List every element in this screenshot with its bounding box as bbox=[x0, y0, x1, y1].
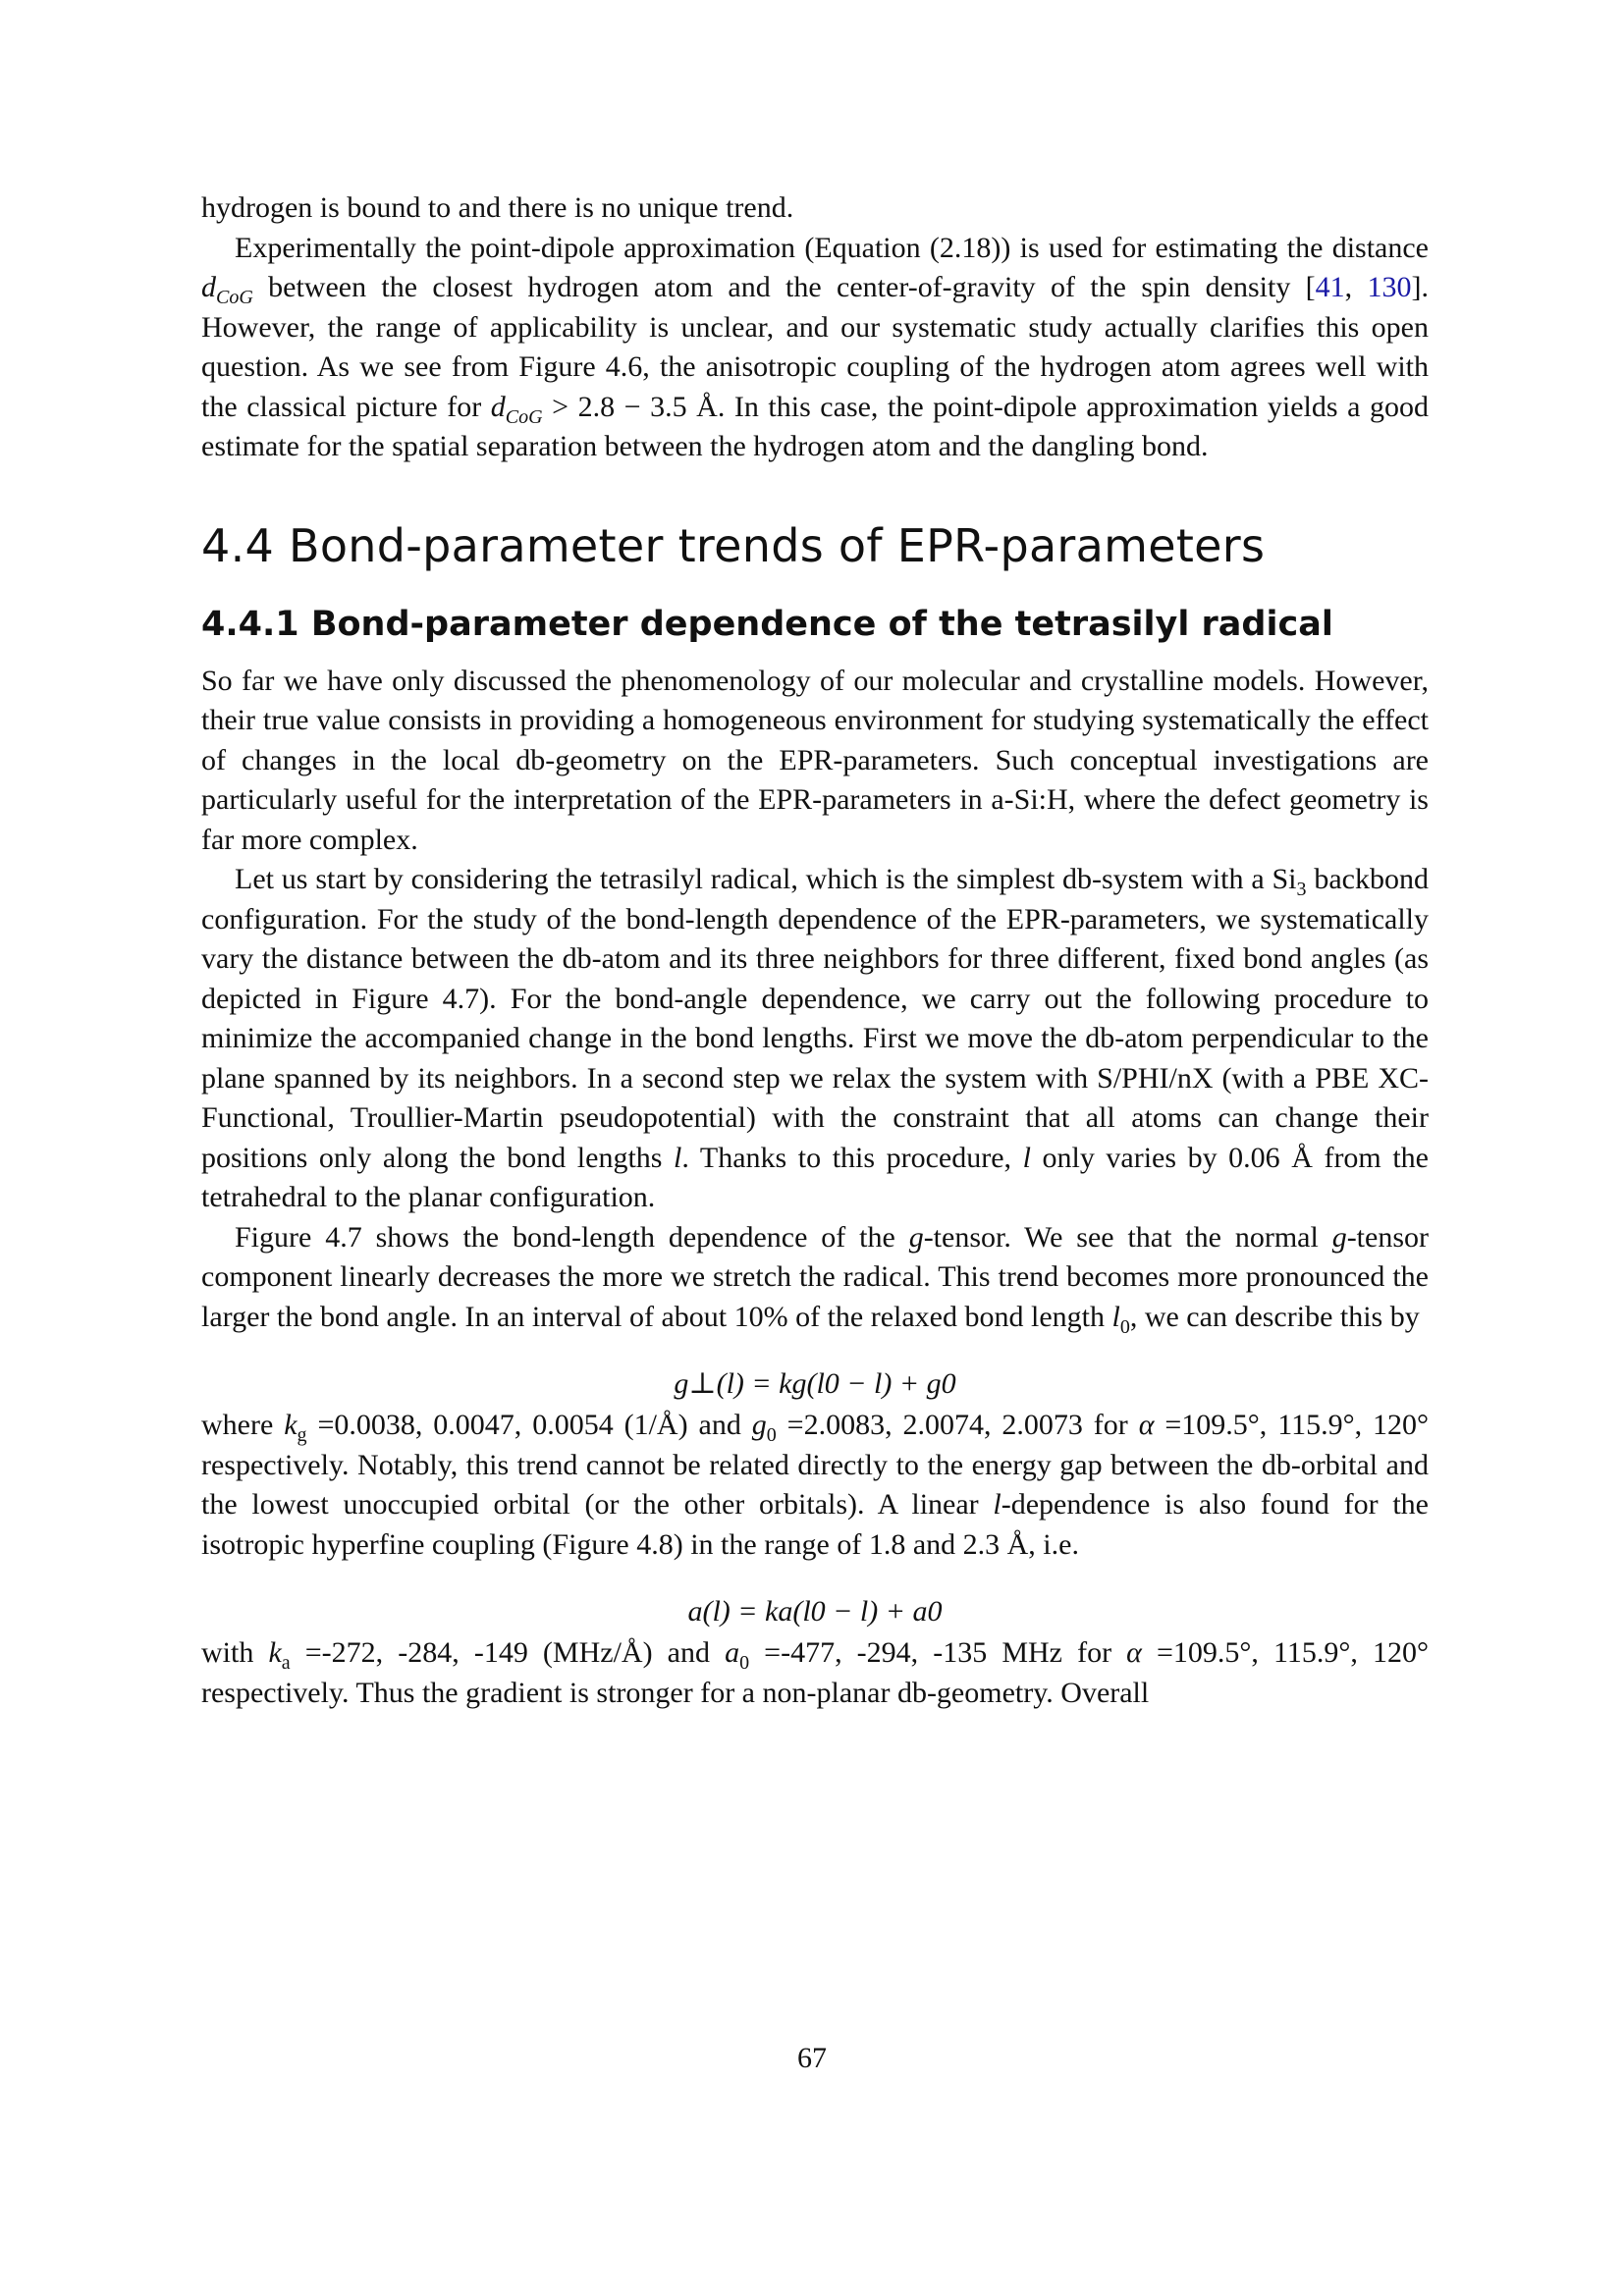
paragraph-g-tensor: Figure 4.7 shows the bond-length dependence of the g-tensor. We see that the normal g-tensor component linearly decreases the more we stretch the radical. This trend becomes more pronounced the larger the bond angle. In an interval of about 10% of the relaxed bond length $l_0$, we can describe this by bbox=[201, 1220, 1429, 1338]
equation-a-of-l: a(l) = ka(l0 − l) + a0 bbox=[687, 1595, 943, 1628]
paragraph-phenomenology: So far we have only discussed the phenomenology of our molecular and crystalline models. However, their true value consists in providing a homogeneous environment for studying systematically the effect of changes in the local db-geometry on the EPR-parameters. Such conceptual investigations are particularly useful for the interpretation of the EPR-parameters in a-Si:H, where the defect geometry is far more complex. bbox=[201, 664, 1429, 856]
equation-g-perp: g⊥(l) = kg(l0 − l) + g0 bbox=[674, 1367, 956, 1400]
paragraph-kg-values: where $k_g =0.0038$, 0.0047, 0.0054 (1/Å) and $g_0 =2.0083$, 2.0074, 2.0073 for α =109.5°, 115.9°, 120° respectively. Notably, this trend cannot be related directly to the energy gap between the db-orbital and the lowest unoccupied orbital (or the other orbitals). A linear l-dependence is also found for the isotropic hyperfine coupling (Figure 4.8) in the range of 1.8 and 2.3 Å, i.e. bbox=[201, 1409, 1429, 1561]
subsection-title: 4.4.1 Bond-parameter dependence of the tetrasilyl radical bbox=[201, 604, 1333, 644]
page-number: 67 bbox=[797, 2042, 827, 2074]
paragraph-point-dipole: Experimentally the point-dipole approximation (Equation (2.18)) is used for estimating the distance $d_{CoG}$ between the closest hydrogen atom and the center-of-gravity of the spin density [41, 130]. However, the range of applicability is unclear, and our systematic study actually clarifies this open question. As we see from Figure 4.6, the anisotropic coupling of the hydrogen atom agrees well with the classical picture for $d_{CoG} > 2.8 - 3.5$ Å. In this case, the point-dipole approximation yields a good estimate for the spatial separation between the hydrogen atom and the dangling bond. bbox=[201, 231, 1430, 462]
paragraph-continuation: hydrogen is bound to and there is no unique trend. bbox=[201, 191, 794, 224]
paragraph-ka-values: with $k_a =-272$, -284, -149 (MHz/Å) and $a_0 =-477$, -294, -135 MHz for α =109.5°, 115.9°, 120° respectively. Thus the gradient is stronger for a non-planar db-geometry. Overall bbox=[201, 1636, 1430, 1709]
citation-link-41[interactable]: 41 bbox=[1315, 271, 1345, 303]
page-body bbox=[201, 188, 1429, 1713]
section-title: 4.4 Bond-parameter trends of EPR-parameters bbox=[201, 518, 1266, 572]
citation-link-130[interactable]: 130 bbox=[1367, 271, 1412, 303]
paragraph-tetrasilyl: Let us start by considering the tetrasilyl radical, which is the simplest db-system with a $Si_3$ backbond configuration. For the study of the bond-length dependence of the EPR-parameters, we systematically vary the distance between the db-atom and its three neighbors for three different, fixed bond angles (as depicted in Figure 4.7). For the bond-angle dependence, we carry out the following procedure to minimize the accompanied change in the bond lengths. First we move the db-atom perpendicular to the plane spanned by its neighbors. In a second step we relax the system with S/PHI/nX (with a PBE XC-Functional, Troullier-Martin pseudopotential) with the constraint that all atoms can change their positions only along the bond lengths l. Thanks to this procedure, l only varies by 0.06 Å from the tetrahedral to the planar configuration. bbox=[201, 863, 1429, 1213]
